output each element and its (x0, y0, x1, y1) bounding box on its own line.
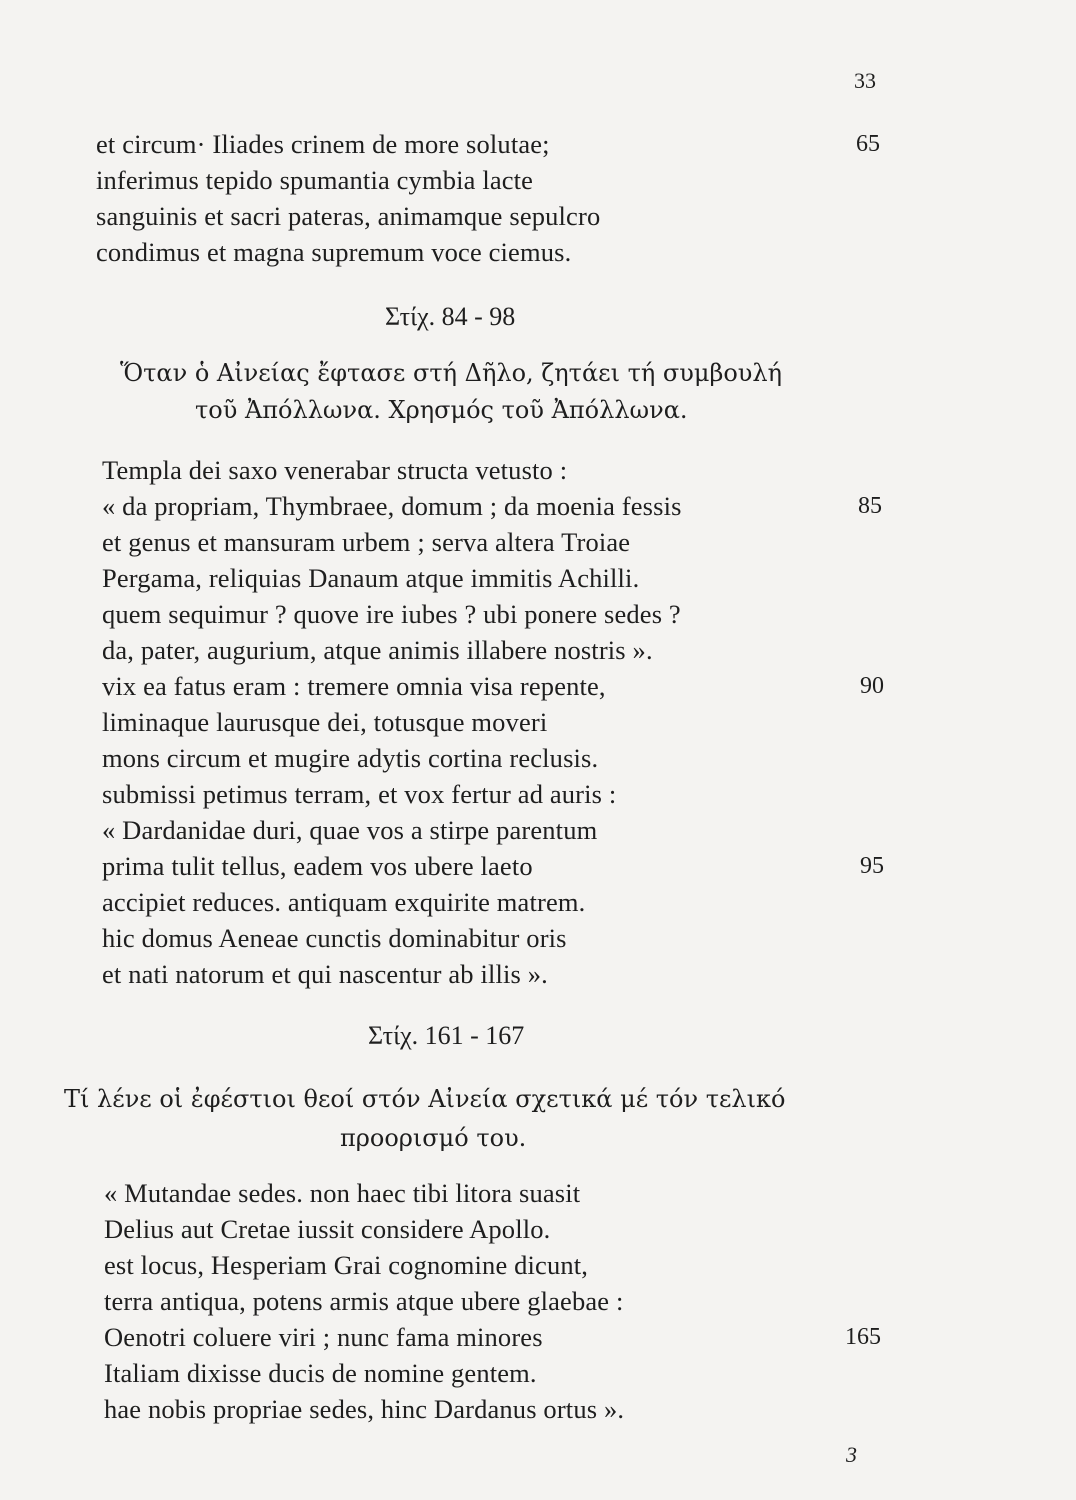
verse-line: da, pater, augurium, atque animis illabere nostris ». (102, 635, 653, 665)
signature-mark: 3 (846, 1442, 857, 1467)
verse-line: mons circum et mugire adytis cortina reclusis. (102, 743, 599, 773)
heading-line: Ὅταν ὁ Αἰνείας ἔφτασε στή Δῆλο, ζητάει τή συμβουλή (120, 359, 782, 387)
verse-line: hae nobis propriae sedes, hinc Dardanus ortus ». (104, 1394, 625, 1424)
verse-line: condimus et magna supremum voce ciemus. (96, 237, 572, 267)
verse-line: et circum· Iliades crinem de more solutae; (96, 129, 550, 159)
line-number: 90 (860, 673, 884, 699)
line-number: 65 (856, 131, 880, 157)
verse-line: sanguinis et sacri pateras, animamque sepulcro (96, 201, 601, 231)
line-number: 95 (860, 853, 884, 879)
verse-line: Italiam dixisse ducis de nomine gentem. (104, 1358, 537, 1388)
line-number: 85 (858, 493, 882, 519)
verse-reference: Στίχ. 161 - 167 (368, 1021, 525, 1050)
verse-line: Templa dei saxo venerabar structa vetusto : (102, 455, 568, 485)
verse-line: inferimus tepido spumantia cymbia lacte (96, 165, 534, 195)
verse-line: accipiet reduces. antiquam exquirite matrem. (102, 887, 586, 917)
verse-line: vix ea fatus eram : tremere omnia visa repente, (102, 671, 606, 701)
verse-line: « Mutandae sedes. non haec tibi litora suasit (104, 1178, 581, 1208)
heading-line: Τί λένε οἱ ἐφέστιοι θεοί στόν Αἰνεία σχετικά μέ τόν τελικό (64, 1085, 786, 1113)
verse-line: Pergama, reliquias Danaum atque immitis Achilli. (102, 563, 640, 593)
verse-line: terra antiqua, potens armis atque ubere glaebae : (104, 1286, 624, 1316)
verse-line: Oenotri coluere viri ; nunc fama minores (104, 1322, 543, 1352)
verse-line: est locus, Hesperiam Grai cognomine dicunt, (104, 1250, 589, 1280)
line-number: 165 (845, 1324, 881, 1350)
verse-line: « da propriam, Thymbraee, domum ; da moenia fessis (102, 491, 682, 521)
verse-line: liminaque laurusque dei, totusque moveri (102, 707, 548, 737)
verse-line: Delius aut Cretae iussit considere Apollo. (104, 1214, 551, 1244)
page-number: 33 (854, 68, 876, 93)
verse-line: et nati natorum et qui nascentur ab illis ». (102, 959, 548, 989)
verse-line: quem sequimur ? quove ire iubes ? ubi ponere sedes ? (102, 599, 681, 629)
verse-line: submissi petimus terram, et vox fertur ad auris : (102, 779, 617, 809)
verse-reference: Στίχ. 84 - 98 (385, 302, 516, 331)
verse-line: « Dardanidae duri, quae vos a stirpe parentum (102, 815, 598, 845)
verse-line: prima tulit tellus, eadem vos ubere laeto (102, 851, 533, 881)
verse-line: hic domus Aeneae cunctis dominabitur oris (102, 923, 567, 953)
heading-line: προορισμό του. (340, 1124, 527, 1152)
verse-line: et genus et mansuram urbem ; serva altera Troiae (102, 527, 631, 557)
heading-line: τοῦ Ἀπόλλωνα. Χρησμός τοῦ Ἀπόλλωνα. (195, 396, 688, 424)
